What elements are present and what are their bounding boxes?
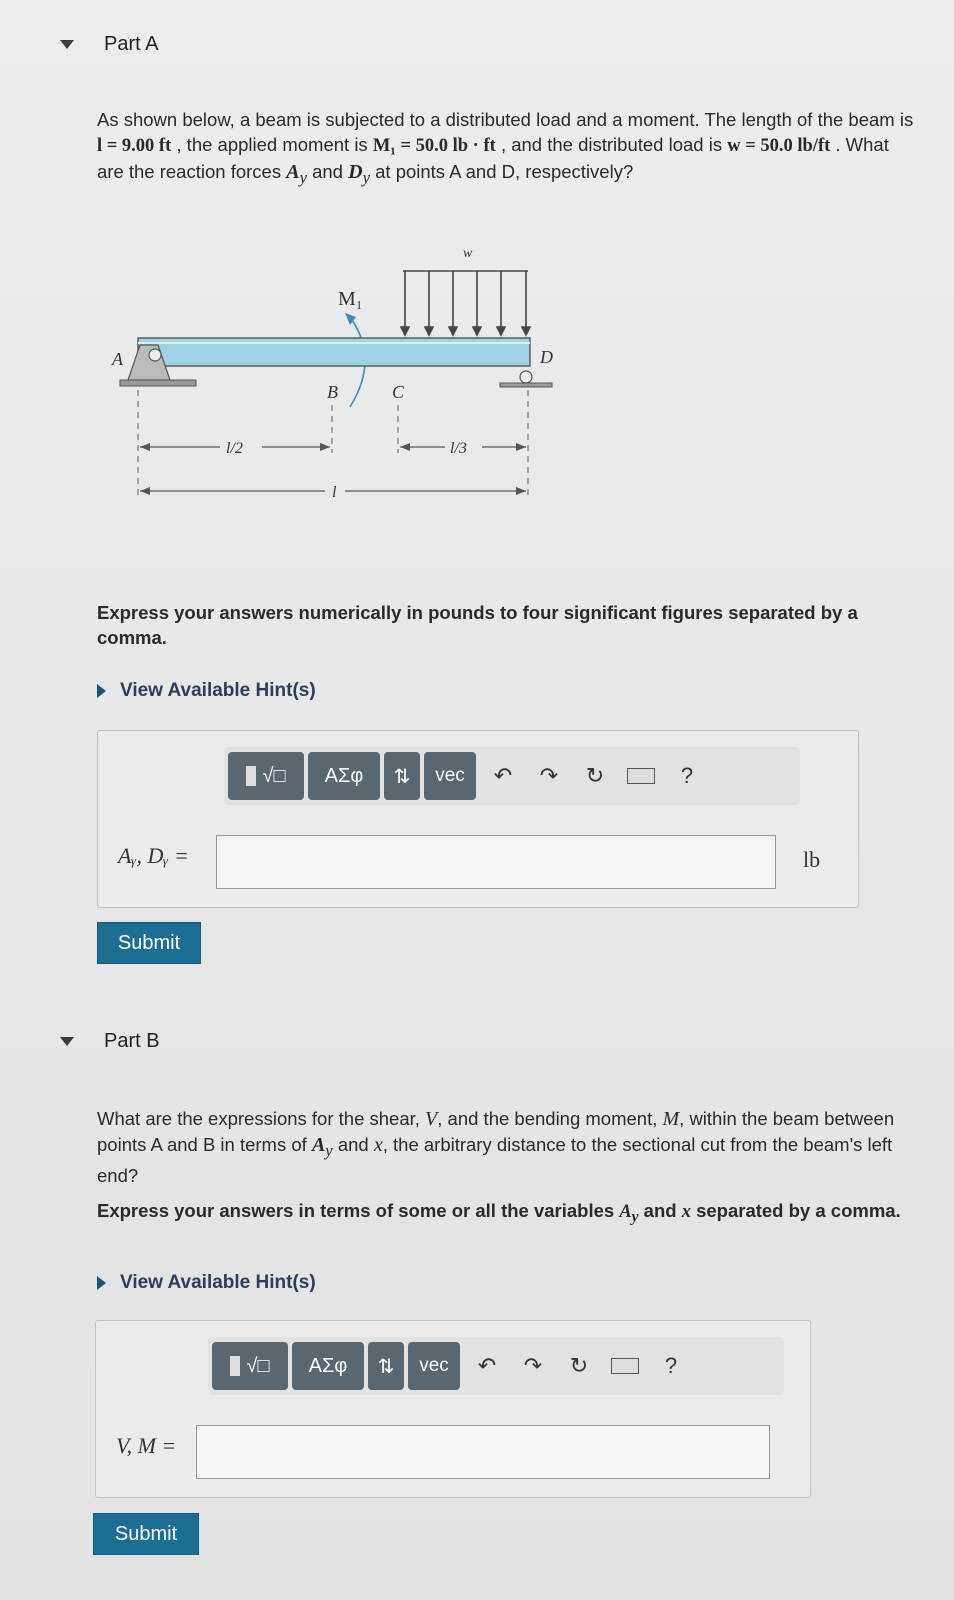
- b-and-text: and: [332, 1134, 374, 1155]
- dim-full: l: [332, 484, 337, 501]
- problem-text-1: As shown below, a beam is subjected to a distributed load and a moment. The length of the beam is: [97, 109, 914, 130]
- subscript-button[interactable]: [368, 1342, 404, 1390]
- templates-button[interactable]: [228, 752, 304, 800]
- help-label: ?: [680, 763, 694, 788]
- answer-input-a[interactable]: [216, 835, 776, 889]
- part-b-title: Part B: [104, 1030, 160, 1052]
- label-b: B: [327, 382, 338, 402]
- problem-text-2: , the applied moment is: [171, 134, 373, 155]
- part-b-answer-panel: [95, 1320, 811, 1498]
- distributed-load-arrows: [401, 271, 530, 335]
- answer-label-a: Aᵧ, Dᵧ =: [118, 843, 189, 868]
- templates-icon: [246, 766, 256, 786]
- submit-button-b[interactable]: Submit: [93, 1513, 199, 1555]
- dy-sub: y: [362, 168, 370, 187]
- part-a-problem-text: [97, 107, 917, 190]
- keyboard-icon[interactable]: [618, 752, 664, 800]
- ay-sub: y: [299, 168, 307, 187]
- label-w: w: [463, 246, 473, 261]
- greek-button[interactable]: [308, 752, 380, 800]
- l-value: l = 9.00 ft: [97, 136, 172, 156]
- part-a-answer-panel: [97, 730, 859, 908]
- b-text-4: , the arbitrary distance to the sectional cut from the beam's left end?: [97, 1134, 893, 1186]
- part-a-hint-toggle[interactable]: [97, 680, 316, 702]
- problem-text-5: at points A and D, respectively?: [369, 161, 634, 182]
- m-var: M: [662, 1108, 680, 1130]
- part-b-header[interactable]: [60, 1030, 160, 1053]
- reset-icon[interactable]: ↻: [585, 763, 605, 788]
- b-text-2: , and the bending moment,: [437, 1108, 663, 1129]
- part-a-header[interactable]: [60, 33, 158, 56]
- vec-button[interactable]: [408, 1342, 460, 1390]
- collapse-triangle-icon[interactable]: [60, 1037, 74, 1046]
- roller-support-d: [520, 371, 532, 383]
- vec-label: vec: [419, 1355, 449, 1376]
- b-text-1: What are the expressions for the shear,: [97, 1108, 426, 1129]
- hint-label: View Available Hint(s): [120, 680, 316, 701]
- b-ay-var: A: [311, 1134, 326, 1156]
- submit-button-a[interactable]: Submit: [97, 922, 201, 964]
- hint-label: View Available Hint(s): [120, 1272, 316, 1293]
- collapse-triangle-icon[interactable]: [60, 40, 74, 49]
- part-a-title: Part A: [104, 33, 159, 55]
- dim-third: l/3: [450, 440, 467, 457]
- expand-triangle-icon: [97, 684, 106, 698]
- part-b-hint-toggle[interactable]: [97, 1272, 316, 1294]
- b-ay-sub: y: [325, 1141, 333, 1160]
- and-text: and: [306, 161, 349, 182]
- answer-input-b[interactable]: [196, 1425, 770, 1479]
- x-var: x: [373, 1134, 383, 1156]
- label-d: D: [540, 347, 553, 367]
- templates-button[interactable]: [212, 1342, 288, 1390]
- redo-icon[interactable]: ↷: [523, 1353, 543, 1378]
- sqrt-label: √□: [246, 1354, 270, 1377]
- b-express-1: Express your answers in terms of some or all the variables: [97, 1200, 620, 1221]
- part-b-express-instructions: [97, 1198, 927, 1230]
- unit-label: lb: [803, 847, 821, 872]
- help-icon[interactable]: [664, 752, 710, 800]
- greek-button[interactable]: [292, 1342, 364, 1390]
- keyboard-icon[interactable]: [602, 1342, 648, 1390]
- vec-button[interactable]: [424, 752, 476, 800]
- reset-icon[interactable]: ↻: [569, 1353, 589, 1378]
- problem-text-3: , and the distributed load is: [495, 134, 728, 155]
- math-toolbar-b: [208, 1337, 784, 1395]
- help-label: ?: [664, 1353, 678, 1378]
- v-var: V: [425, 1108, 438, 1130]
- b-express-x: x: [681, 1202, 691, 1222]
- m-value: M₁ = 50.0 lb · ft: [372, 136, 496, 156]
- b-text-3: , within the beam between points A and B in terms of: [97, 1108, 895, 1155]
- problem-text-4: . What are the reaction forces: [97, 134, 889, 182]
- redo-icon[interactable]: ↷: [539, 763, 559, 788]
- part-b-problem-text: [97, 1106, 917, 1188]
- subscript-button[interactable]: [384, 752, 420, 800]
- b-express-and: and: [638, 1200, 682, 1221]
- arrows-label: ⇅: [377, 1355, 395, 1378]
- b-express-ay-sub: y: [631, 1208, 639, 1226]
- label-c: C: [392, 382, 405, 402]
- answer-label-b: V, M =: [116, 1433, 177, 1458]
- dy-var: D: [348, 161, 363, 183]
- expand-triangle-icon: [97, 1276, 106, 1290]
- help-icon[interactable]: [648, 1342, 694, 1390]
- dim-half: l/2: [226, 440, 243, 457]
- beam-diagram: [100, 235, 580, 525]
- vec-label: vec: [435, 765, 465, 786]
- part-a-express-instructions: Express your answers numerically in pounds to four significant figures separated by a comma.: [97, 602, 858, 648]
- greek-label: ΑΣφ: [324, 764, 364, 787]
- sqrt-label: √□: [262, 764, 286, 787]
- math-toolbar-a: [224, 747, 800, 805]
- greek-label: ΑΣφ: [308, 1354, 348, 1377]
- undo-icon[interactable]: ↶: [477, 1353, 497, 1378]
- b-express-2: separated by a comma.: [690, 1200, 901, 1221]
- templates-icon: [230, 1356, 240, 1376]
- arrows-label: ⇅: [393, 765, 411, 788]
- label-a: A: [112, 349, 123, 369]
- b-express-ay: A: [619, 1202, 632, 1222]
- label-m1: M₁: [338, 288, 363, 310]
- ay-var: A: [286, 161, 300, 183]
- undo-icon[interactable]: ↶: [493, 763, 513, 788]
- w-value: w = 50.0 lb/ft: [727, 136, 831, 156]
